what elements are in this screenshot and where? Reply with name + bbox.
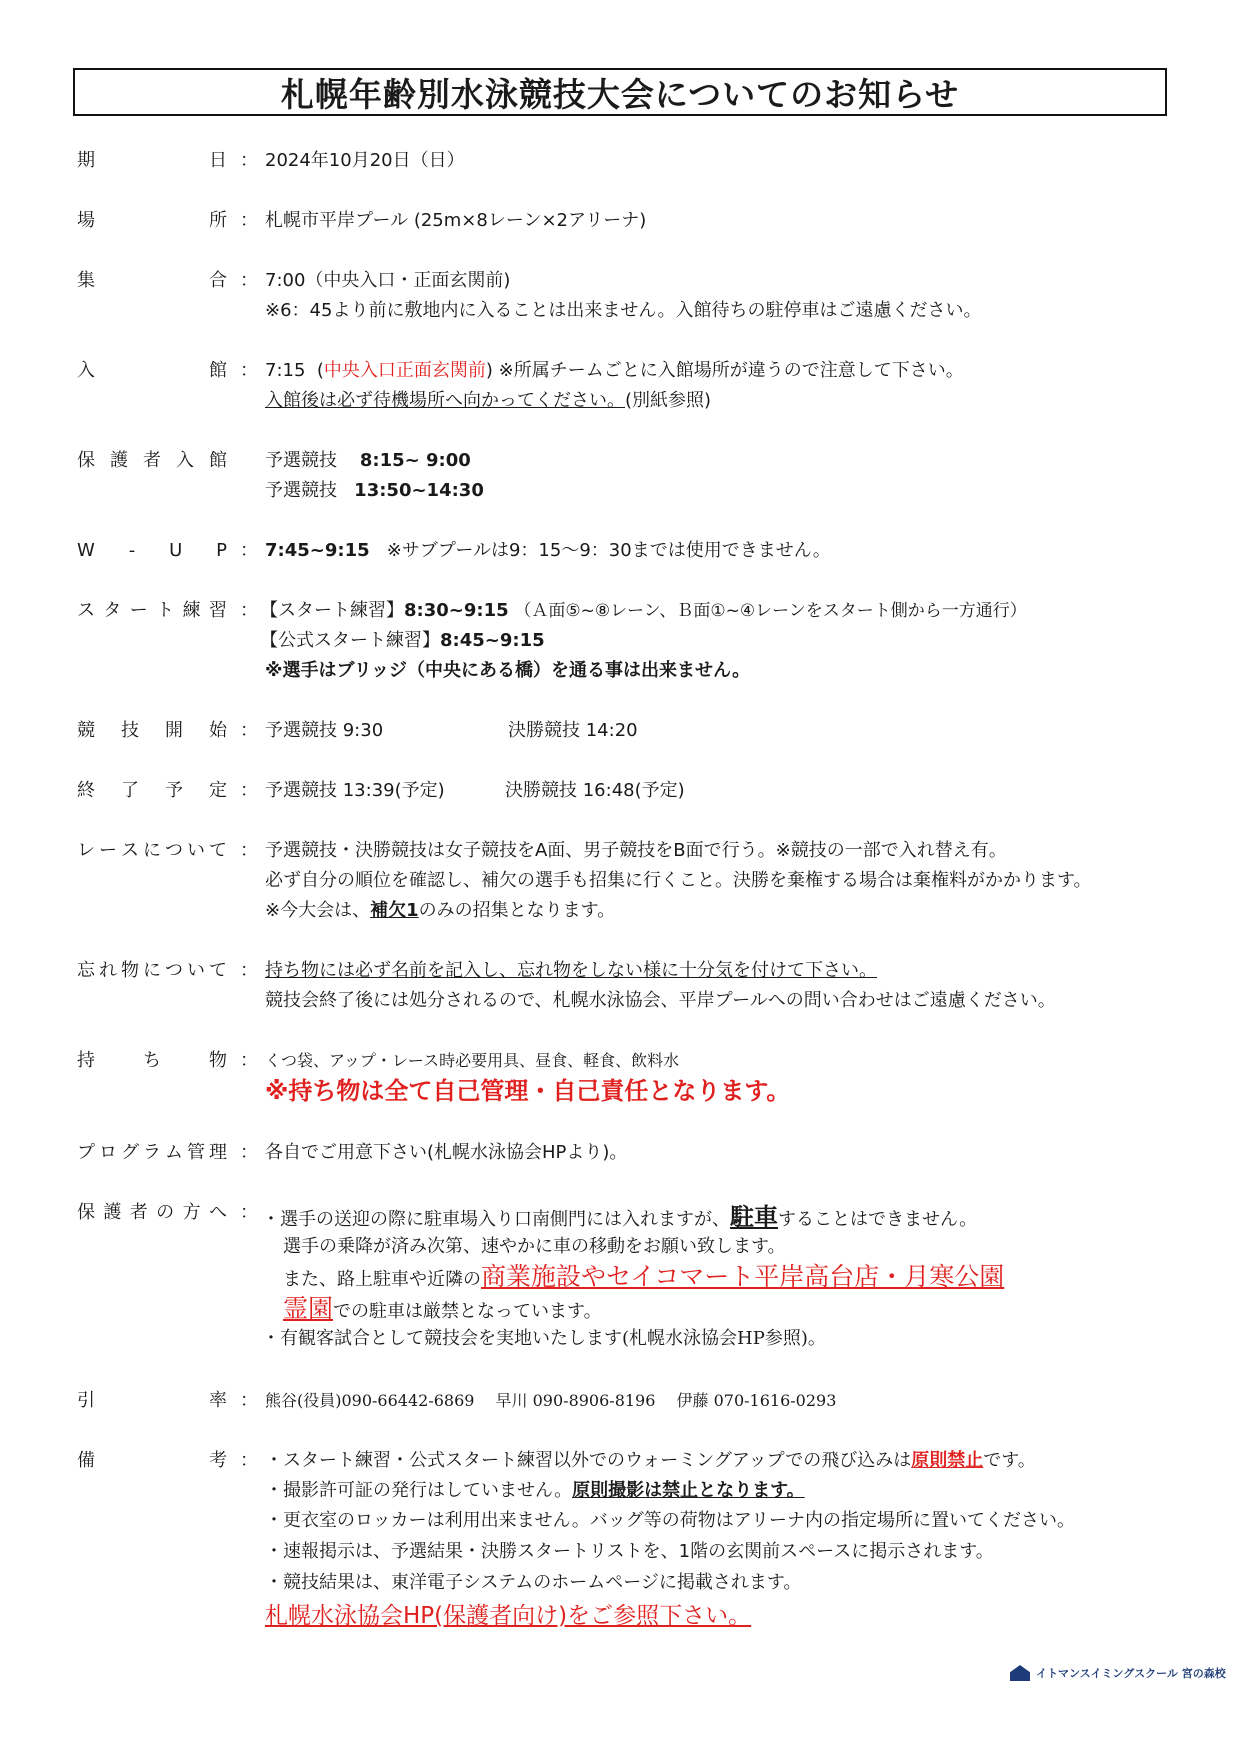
remarks-line6: 札幌水泳協会HP(保護者向け)をご参照下さい。: [265, 1603, 752, 1629]
colon: ：: [240, 540, 258, 561]
end-schedule-final: 決勝競技 16:48(予定): [505, 780, 685, 801]
competition-start-prelim: 予選競技 9:30: [265, 720, 384, 741]
venue-label: 場 所: [77, 210, 227, 231]
itoman-logo-icon: [1010, 1665, 1030, 1681]
start-practice-head2: 【公式スタート練習】: [260, 630, 440, 651]
lost-items-line1: 持ち物には必ず名前を記入し、忘れ物をしない様に十分気を付けて下さい。: [265, 960, 877, 981]
lost-items-line2: 競技会終了後には処分されるので、札幌水泳協会、平岸プールへの問い合わせはご遠慮ください。: [265, 990, 1056, 1011]
page-title: 札幌年齢別水泳競技大会についてのお知らせ: [73, 68, 1167, 116]
end-schedule-prelim: 予選競技 13:39(予定): [265, 780, 445, 801]
venue-value: 札幌市平岸プール (25m×8レーン×2アリーナ): [265, 210, 647, 231]
guardian-entry-row1-time: 8:15~ 9:00: [359, 450, 471, 471]
start-practice-note1: （Ａ面⑤~⑧レーン、Ｂ面①~④レーンをスタート側から一方通行）: [514, 601, 1027, 621]
remarks-line2-b: 原則撮影は禁止となります。: [572, 1480, 805, 1501]
start-practice-line3: ※選手はブリッジ（中央にある橋）を通る事は出来ません。: [265, 660, 751, 681]
guardians-line4: [283, 1296, 1213, 1325]
start-practice-label: ス タ ー ト 練 習: [77, 600, 227, 621]
colon: ：: [240, 150, 258, 171]
guardian-entry-label: 保 護 者 入 館: [77, 450, 227, 471]
colon: ：: [240, 960, 258, 981]
colon: ：: [240, 1142, 258, 1163]
entry-paren: (: [316, 360, 324, 381]
assembly-line1: 7:00（中央入口・正面玄関前): [265, 270, 511, 291]
start-practice-line2: [260, 628, 1190, 654]
entry-line2-underlined: 入館後は必ず待機場所へ向かってください。: [265, 390, 625, 411]
date-value: 2024年10月20日（日）: [265, 150, 465, 171]
remarks-line1-a: ・スタート練習・公式スタート練習以外でのウォーミングアップでの飛び込みは: [265, 1450, 912, 1471]
guardians-line5: ・有観客試合として競技会を実地いたします(札幌水泳協会HP参照)。: [262, 1328, 826, 1349]
colon: ：: [240, 210, 258, 231]
guardians-line3-b: 商業施設やセイコマート平岸高台店・月寒公園: [481, 1262, 1005, 1291]
remarks-line4: ・速報掲示は、予選結果・決勝スタートリストを、1階の玄関前スペースに掲示されます。: [265, 1541, 994, 1562]
guardian-entry-line1: [265, 448, 1195, 474]
guardians-line1-b: 駐車: [730, 1202, 778, 1231]
wup-value: [265, 538, 1195, 564]
guardians-line4-a: 霊園: [283, 1294, 334, 1323]
colon: ：: [240, 780, 258, 801]
end-schedule-label: 終 了 予 定: [77, 780, 227, 801]
belongings-label: 持 ち 物: [77, 1050, 227, 1071]
remarks-line1-c: です。: [983, 1450, 1036, 1471]
guardian-entry-row2-time: 13:50~14:30: [354, 480, 484, 501]
program-value: 各自でご用意下さい(札幌水泳協会HPより)。: [265, 1142, 628, 1163]
entry-time: 7:15: [265, 360, 306, 381]
races-label: レ ー ス に つ い て: [77, 840, 227, 861]
colon: ：: [240, 600, 258, 621]
program-label: プ ロ グ ラ ム 管 理: [77, 1142, 227, 1163]
colon: ：: [240, 1202, 258, 1223]
colon: ：: [240, 1450, 258, 1471]
guardians-line1: [262, 1204, 1192, 1233]
competition-start-label: 競 技 開 始: [77, 720, 227, 741]
guardians-line3: [283, 1264, 1213, 1293]
guardian-entry-row1-name: 予選競技: [265, 450, 337, 471]
lost-items-label: 忘 れ 物 に つ い て: [77, 960, 227, 981]
entry-line2-rest: (別紙参照): [625, 390, 712, 411]
assembly-line2: ※6：45より前に敷地内に入ることは出来ません。入館待ちの駐停車はご遠慮ください。: [265, 300, 982, 321]
start-practice-time1: 8:30~9:15: [404, 600, 509, 621]
remarks-line5: ・競技結果は、東洋電子システムのホームページに掲載されます。: [265, 1572, 802, 1593]
remarks-label: 備 考: [77, 1450, 227, 1471]
colon: ：: [240, 360, 258, 381]
guardians-line2: 選手の乗降が済み次第、速やかに車の移動をお願い致します。: [283, 1236, 786, 1257]
races-line3-c: のみの招集となります。: [418, 900, 616, 921]
colon: ：: [240, 1390, 258, 1411]
races-line3: [265, 898, 1195, 924]
remarks-line3: ・更衣室のロッカーは利用出来ません。バッグ等の荷物はアリーナ内の指定場所に置いてください。: [265, 1510, 1075, 1531]
footer-logo: [1010, 1665, 1226, 1681]
guardians-line1-a: ・選手の送迎の際に駐車場入り口南側門には入れますが、: [262, 1209, 730, 1230]
races-line2: 必ず自分の順位を確認し、補欠の選手も招集に行くこと。決勝を棄権する場合は棄権料がかかります。: [265, 870, 1092, 891]
entry-label: 入 館: [77, 360, 227, 381]
belongings-line1: くつ袋、アップ・レース時必要用具、昼食、軽食、飲料水: [265, 1051, 680, 1070]
wup-time: 7:45~9:15: [265, 540, 370, 561]
colon: ：: [240, 720, 258, 741]
date-label: 期 日: [77, 150, 227, 171]
start-practice-head1: 【スタート練習】: [260, 600, 404, 621]
remarks-line1: [265, 1448, 1195, 1474]
start-practice-time2: 8:45~9:15: [440, 630, 545, 651]
start-practice-line1: [260, 598, 1190, 624]
races-line3-a: ※今大会は、: [265, 900, 371, 921]
entry-line1: [265, 358, 1195, 384]
entry-place: 中央入口正面玄関前: [323, 360, 486, 381]
guardians-line3-a: また、路上駐車や近隣の: [283, 1269, 481, 1290]
guardians-line1-c: することはできません。: [778, 1209, 978, 1230]
leaders-value: 熊谷(役員)090-66442-6869 早川 090-8906-8196 伊藤 070-1616-0293: [265, 1391, 837, 1410]
footer-logo-text: イトマンスイミングスクール 宮の森校: [1036, 1667, 1226, 1680]
leaders-label: 引 率: [77, 1390, 227, 1411]
wup-note: ※サブプールは9：15～9：30までは使用できません。: [386, 540, 831, 561]
colon: ：: [240, 840, 258, 861]
entry-line2: [265, 388, 1195, 414]
remarks-line1-b: 原則禁止: [911, 1450, 984, 1471]
races-line1: 予選競技・決勝競技は女子競技をA面、男子競技をB面で行う。※競技の一部で入れ替え有。: [265, 840, 1007, 861]
remarks-line2: [265, 1478, 1195, 1504]
colon: ：: [240, 1050, 258, 1071]
guardian-entry-line2: [265, 478, 1195, 504]
races-line3-b: 補欠1: [370, 900, 419, 921]
belongings-line2: ※持ち物は全て自己管理・自己責任となります。: [265, 1077, 791, 1105]
competition-start-final: 決勝競技 14:20: [508, 720, 638, 741]
assembly-label: 集 合: [77, 270, 227, 291]
guardians-line4-b: での駐車は厳禁となっています。: [333, 1301, 602, 1322]
wup-label: W - U P: [77, 540, 227, 561]
guardians-label: 保 護 者 の 方 へ: [77, 1202, 227, 1223]
guardian-entry-row2-name: 予選競技: [265, 480, 337, 501]
colon: ：: [240, 270, 258, 291]
entry-note: ) ※所属チームごとに入館場所が違うので注意して下さい。: [485, 360, 964, 381]
remarks-line2-a: ・撮影許可証の発行はしていません。: [265, 1480, 573, 1501]
